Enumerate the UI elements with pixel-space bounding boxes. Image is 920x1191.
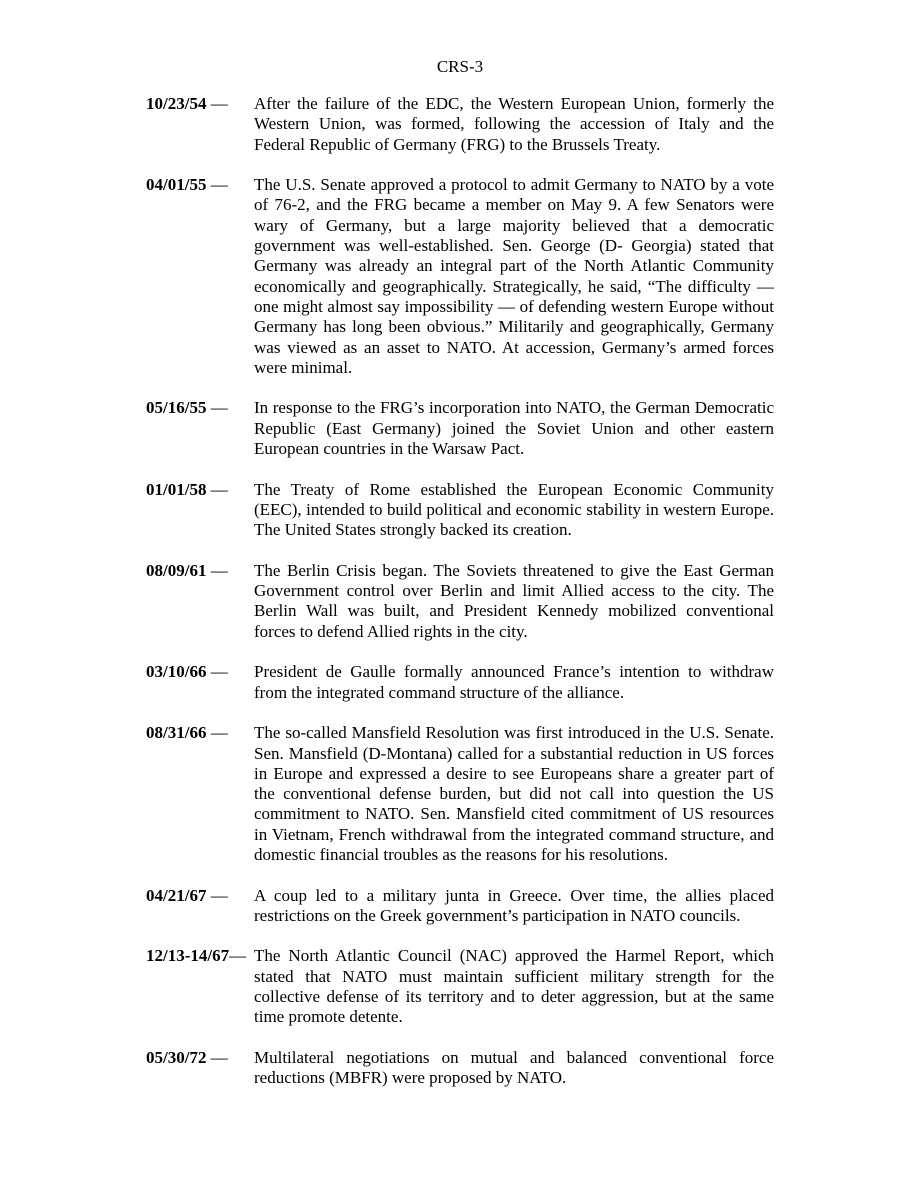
entry-date-value: 05/30/72 [146,1047,207,1067]
entry-text: The Treaty of Rome established the European Economic Community (EEC), intended to build political and economic stability in western Europe. The United States strongly backed its creation. [254,479,774,540]
entry-date-value: 08/09/61 [146,560,207,580]
entry-date [146,1048,228,1068]
entry-date-value: 04/21/67 [146,885,207,905]
entry-dash: — [206,479,228,499]
entry-date [146,723,228,743]
entry-text: After the failure of the EDC, the Western European Union, formerly the Western Union, was formed, following the accession of Italy and the Federal Republic of Germany (FRG) to the Brussels Treaty. [254,94,774,154]
entry-date [146,480,228,500]
entry-date-value: 04/01/55 [146,175,207,195]
entry-dash: — [206,1047,228,1067]
entry-dash: — [206,662,228,682]
entry-date-value: 10/23/54 [146,94,207,113]
chronology-entry [146,946,774,1027]
entry-dash: — [206,885,228,905]
entry-text: President de Gaulle formally announced France’s intention to withdraw from the integrated command structure of the alliance. [254,662,774,702]
entry-date [146,886,228,906]
entry-date [146,662,228,682]
chronology-entry [146,1048,774,1089]
page-number-header: CRS-3 [436,57,484,76]
entry-text: Multilateral negotiations on mutual and balanced conventional force reductions (MBFR) were proposed by NATO. [254,1047,774,1088]
entry-date-value: 05/16/55 [146,398,207,418]
entry-dash: — [206,94,228,113]
entry-date [146,946,246,966]
entry-date-value: 08/31/66 [146,723,207,743]
entry-text: The U.S. Senate approved a protocol to admit Germany to NATO by a vote of 76-2, and the FRG became a member on May 9. A few Senators were wary of Germany, but a large majority believed that a democratic government was well-established. Sen. George (D- Georgia) stated that Germany was already an integral part of the North Atlantic Community economically and geographically. Strategically, he said, “The difficulty — one might almost say impossibility — of defending western Europe without Germany has long been obvious.” Militarily and geographically, Germany was viewed as an asset to NATO. At accession, Germany’s armed forces were minimal. [254,175,774,377]
entry-date-value: 12/13-14/67 [146,946,230,966]
chronology-entry [146,723,774,865]
entry-dash: — [206,723,228,743]
entry-date [146,561,228,581]
chronology-entry [146,398,774,459]
entry-date [146,94,228,114]
entry-dash: — [206,560,228,580]
entry-text: The Berlin Crisis began. The Soviets threatened to give the East German Government control over Berlin and limit Allied access to the city. The Berlin Wall was built, and President Kennedy mobilized conventional forces to defend Allied rights in the city. [254,560,774,641]
entry-text: The North Atlantic Council (NAC) approved the Harmel Report, which stated that NATO must maintain sufficient military strength for the collective defense of its territory and to deter aggression, but at the same time promote detente. [254,946,774,1027]
chronology-entry [146,175,774,378]
entry-date-value: 03/10/66 [146,662,207,682]
entry-date-value: 01/01/58 [146,479,207,499]
entry-text: A coup led to a military junta in Greece. Over time, the allies placed restrictions on the Greek government’s participation in NATO councils. [254,885,774,925]
entry-dash: — [229,946,247,966]
entry-date [146,398,228,418]
entry-text: In response to the FRG’s incorporation into NATO, the German Democratic Republic (East Germany) joined the Soviet Union and other eastern European countries in the Warsaw Pact. [254,398,774,459]
chronology-entry [146,886,774,927]
entry-text: The so-called Mansfield Resolution was first introduced in the U.S. Senate. Sen. Mansfield (D-Montana) called for a substantial reduction in US forces in Europe and expressed a desire to see Europeans share a greater part of the conventional defense burden, but did not call into question the US commitment to NATO. Sen. Mansfield cited commitment of US resources in Vietnam, French withdrawal from the integrated command structure, and domestic financial troubles as the reasons for his resolutions. [254,723,774,864]
chronology-entry [146,561,774,642]
chronology-list [146,94,774,1109]
chronology-entry [146,94,774,155]
chronology-entry [146,662,774,703]
entry-date [146,175,228,195]
chronology-entry [146,480,774,541]
entry-dash: — [206,175,228,195]
entry-dash: — [206,398,228,418]
